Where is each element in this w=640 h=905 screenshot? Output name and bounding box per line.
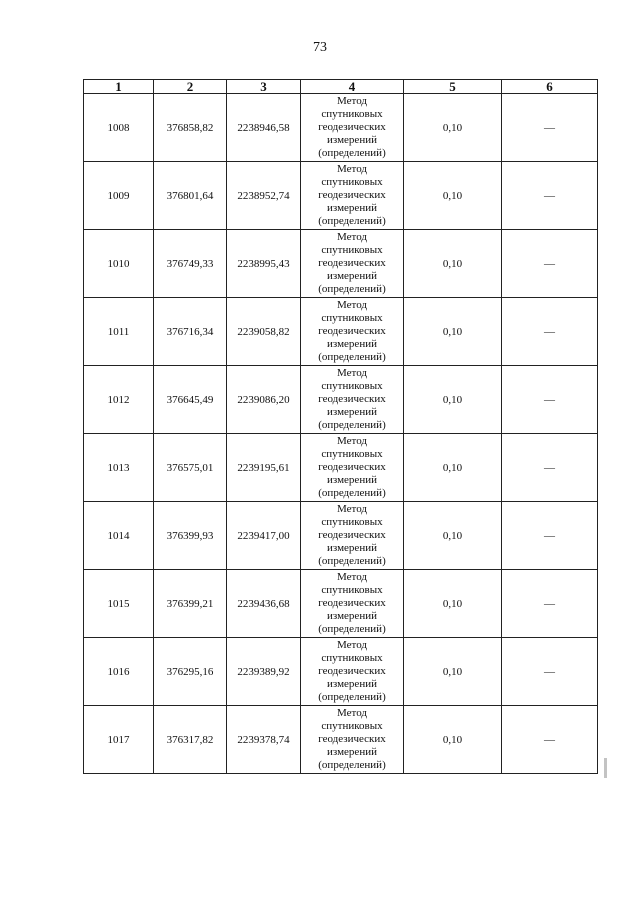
method-line: Метод — [337, 435, 367, 447]
y-coordinate-cell: 2238952,74 — [227, 162, 301, 230]
point-number-cell: 1009 — [84, 162, 154, 230]
method-line: геодезических — [318, 257, 386, 269]
table-row — [84, 298, 598, 366]
column-header-2: 2 — [154, 80, 227, 94]
point-number-cell: 1010 — [84, 230, 154, 298]
x-coordinate-cell: 376645,49 — [154, 366, 227, 434]
method-line: Метод — [337, 367, 367, 379]
point-number-cell: 1016 — [84, 638, 154, 706]
x-coordinate-cell: 376575,01 — [154, 434, 227, 502]
table-body — [84, 94, 598, 774]
x-coordinate-cell: 376399,21 — [154, 570, 227, 638]
method-line: (определений) — [318, 215, 386, 227]
method-cell — [301, 94, 404, 162]
x-coordinate-cell: 376801,64 — [154, 162, 227, 230]
method-line: измерений — [327, 474, 377, 486]
table-header-row — [84, 80, 598, 94]
method-line: спутниковых — [321, 652, 383, 664]
method-line: (определений) — [318, 147, 386, 159]
method-line: измерений — [327, 542, 377, 554]
method-line: измерений — [327, 406, 377, 418]
x-coordinate-cell: 376858,82 — [154, 94, 227, 162]
table-row — [84, 706, 598, 774]
accuracy-cell: 0,10 — [404, 94, 502, 162]
column-header-6: 6 — [502, 80, 598, 94]
accuracy-cell: 0,10 — [404, 230, 502, 298]
y-coordinate-cell: 2239195,61 — [227, 434, 301, 502]
method-cell — [301, 298, 404, 366]
method-cell — [301, 366, 404, 434]
accuracy-cell: 0,10 — [404, 570, 502, 638]
method-line: (определений) — [318, 555, 386, 567]
method-cell — [301, 570, 404, 638]
accuracy-cell: 0,10 — [404, 706, 502, 774]
method-line: геодезических — [318, 665, 386, 677]
table-row — [84, 638, 598, 706]
method-line: Метод — [337, 571, 367, 583]
y-coordinate-cell: 2239389,92 — [227, 638, 301, 706]
method-line: спутниковых — [321, 448, 383, 460]
method-line: Метод — [337, 639, 367, 651]
column-header-5: 5 — [404, 80, 502, 94]
scan-edge-mark — [604, 758, 607, 778]
table-row — [84, 434, 598, 502]
table-row — [84, 366, 598, 434]
method-line: измерений — [327, 678, 377, 690]
method-cell — [301, 638, 404, 706]
method-line: Метод — [337, 503, 367, 515]
method-cell — [301, 162, 404, 230]
point-number-cell: 1008 — [84, 94, 154, 162]
method-line: измерений — [327, 134, 377, 146]
point-number-cell: 1012 — [84, 366, 154, 434]
method-line: спутниковых — [321, 244, 383, 256]
method-line: измерений — [327, 202, 377, 214]
method-line: измерений — [327, 338, 377, 350]
method-line: Метод — [337, 163, 367, 175]
x-coordinate-cell: 376317,82 — [154, 706, 227, 774]
note-cell: — — [502, 94, 598, 162]
method-line: измерений — [327, 270, 377, 282]
note-cell: — — [502, 162, 598, 230]
method-line: геодезических — [318, 597, 386, 609]
x-coordinate-cell: 376295,16 — [154, 638, 227, 706]
method-line: спутниковых — [321, 108, 383, 120]
point-number-cell: 1014 — [84, 502, 154, 570]
method-line: геодезических — [318, 461, 386, 473]
x-coordinate-cell: 376749,33 — [154, 230, 227, 298]
table-row — [84, 230, 598, 298]
method-line: (определений) — [318, 351, 386, 363]
note-cell: — — [502, 298, 598, 366]
note-cell: — — [502, 502, 598, 570]
note-cell: — — [502, 230, 598, 298]
method-line: геодезических — [318, 529, 386, 541]
y-coordinate-cell: 2239378,74 — [227, 706, 301, 774]
note-cell: — — [502, 434, 598, 502]
point-number-cell: 1011 — [84, 298, 154, 366]
point-number-cell: 1017 — [84, 706, 154, 774]
method-line: спутниковых — [321, 312, 383, 324]
method-line: (определений) — [318, 623, 386, 635]
y-coordinate-cell: 2238946,58 — [227, 94, 301, 162]
method-line: Метод — [337, 231, 367, 243]
method-line: геодезических — [318, 393, 386, 405]
column-header-3: 3 — [227, 80, 301, 94]
note-cell: — — [502, 570, 598, 638]
method-line: спутниковых — [321, 380, 383, 392]
method-line: спутниковых — [321, 720, 383, 732]
column-header-4: 4 — [301, 80, 404, 94]
accuracy-cell: 0,10 — [404, 298, 502, 366]
x-coordinate-cell: 376399,93 — [154, 502, 227, 570]
method-line: Метод — [337, 299, 367, 311]
method-line: (определений) — [318, 283, 386, 295]
accuracy-cell: 0,10 — [404, 366, 502, 434]
method-line: (определений) — [318, 487, 386, 499]
method-line: (определений) — [318, 759, 386, 771]
column-header-1: 1 — [84, 80, 154, 94]
page-number: 73 — [313, 40, 327, 55]
method-cell — [301, 706, 404, 774]
method-line: геодезических — [318, 325, 386, 337]
method-line: спутниковых — [321, 176, 383, 188]
note-cell: — — [502, 706, 598, 774]
note-cell: — — [502, 366, 598, 434]
point-number-cell: 1015 — [84, 570, 154, 638]
point-number-cell: 1013 — [84, 434, 154, 502]
x-coordinate-cell: 376716,34 — [154, 298, 227, 366]
accuracy-cell: 0,10 — [404, 434, 502, 502]
method-line: Метод — [337, 707, 367, 719]
method-line: измерений — [327, 610, 377, 622]
note-cell: — — [502, 638, 598, 706]
table-row — [84, 570, 598, 638]
accuracy-cell: 0,10 — [404, 162, 502, 230]
y-coordinate-cell: 2239086,20 — [227, 366, 301, 434]
method-line: спутниковых — [321, 584, 383, 596]
method-line: спутниковых — [321, 516, 383, 528]
method-cell — [301, 502, 404, 570]
table-row — [84, 162, 598, 230]
method-line: геодезических — [318, 189, 386, 201]
method-line: измерений — [327, 746, 377, 758]
method-cell — [301, 434, 404, 502]
method-line: геодезических — [318, 121, 386, 133]
y-coordinate-cell: 2238995,43 — [227, 230, 301, 298]
method-line: геодезических — [318, 733, 386, 745]
accuracy-cell: 0,10 — [404, 502, 502, 570]
method-cell — [301, 230, 404, 298]
method-line: (определений) — [318, 691, 386, 703]
y-coordinate-cell: 2239417,00 — [227, 502, 301, 570]
table-row — [84, 502, 598, 570]
accuracy-cell: 0,10 — [404, 638, 502, 706]
method-line: Метод — [337, 95, 367, 107]
y-coordinate-cell: 2239436,68 — [227, 570, 301, 638]
y-coordinate-cell: 2239058,82 — [227, 298, 301, 366]
method-line: (определений) — [318, 419, 386, 431]
coordinates-table — [83, 79, 598, 774]
table-row — [84, 94, 598, 162]
